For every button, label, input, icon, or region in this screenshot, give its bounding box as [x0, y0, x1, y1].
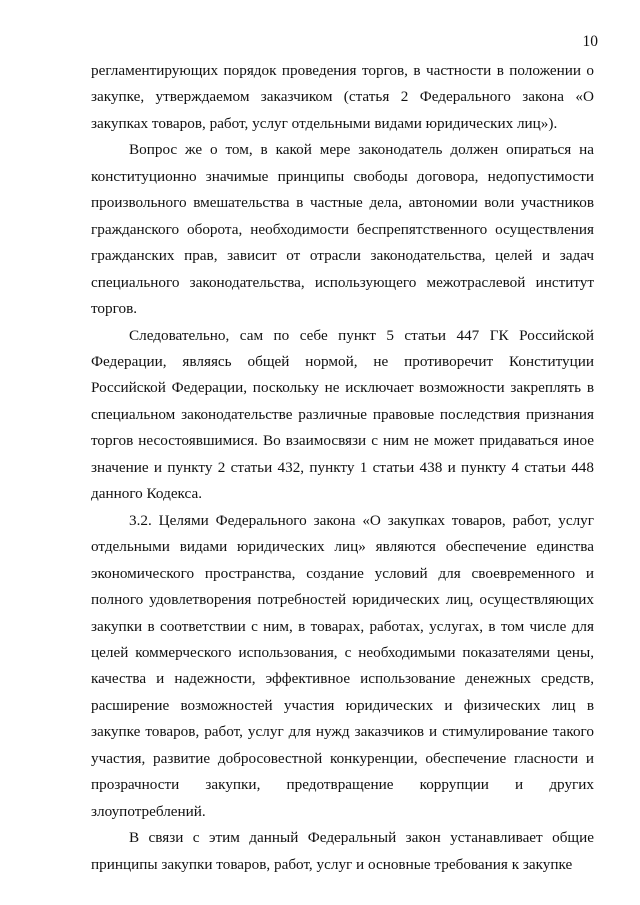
paragraph: 3.2. Целями Федерального закона «О закупках товаров, работ, услуг отдельными видами юридических лиц» являются обеспечение единства экономического пространства, создание условий для своевременного и полного удовлетворения потребностей юридических лиц, осуществляющих закупки в соответствии с ним, в товарах, работах, услугах, в том числе для целей коммерческого использования, с необходимыми показателями цены, качества и надежности, эффективное использование денежных средств, расширение возможностей участия юридических и физических лиц в закупке товаров, работ, услуг для нужд заказчиков и стимулирование такого участия, развитие добросовестной конкуренции, обеспечение гласности и прозрачности закупки, предотвращение коррупции и других злоупотреблений. — [91, 511, 594, 820]
document-body — [91, 58, 594, 878]
paragraph: Вопрос же о том, в какой мере законодатель должен опираться на конституционно значимые принципы свободы договора, недопустимости произвольного вмешательства в частные дела, автономии воли участников гражданского оборота, необходимости беспрепятственного осуществления гражданских прав, зависит от отрасли законодательства, целей и задач специального законодательства, использующего межотраслевой институт торгов. — [91, 141, 594, 318]
paragraph: Следовательно, сам по себе пункт 5 статьи 447 ГК Российской Федерации, являясь общей нормой, не противоречит Конституции Российской Федерации, поскольку не исключает возможности закреплять в специальном законодательстве различные правовые последствия признания торгов несостоявшимися. Во взаимосвязи с ним не может придаваться иное значение и пункту 2 статьи 432, пункту 1 статьи 438 и пункту 4 статьи 448 данного Кодекса. — [91, 326, 594, 503]
paragraph: В связи с этим данный Федеральный закон устанавливает общие принципы закупки товаров, работ, услуг и основные требования к закупке — [91, 829, 594, 873]
page-number: 10 — [582, 33, 598, 50]
paragraph: регламентирующих порядок проведения торгов, в частности в положении о закупке, утверждаемом заказчиком (статья 2 Федерального закона «О закупках товаров, работ, услуг отдельными видами юридических лиц»). — [91, 62, 594, 132]
